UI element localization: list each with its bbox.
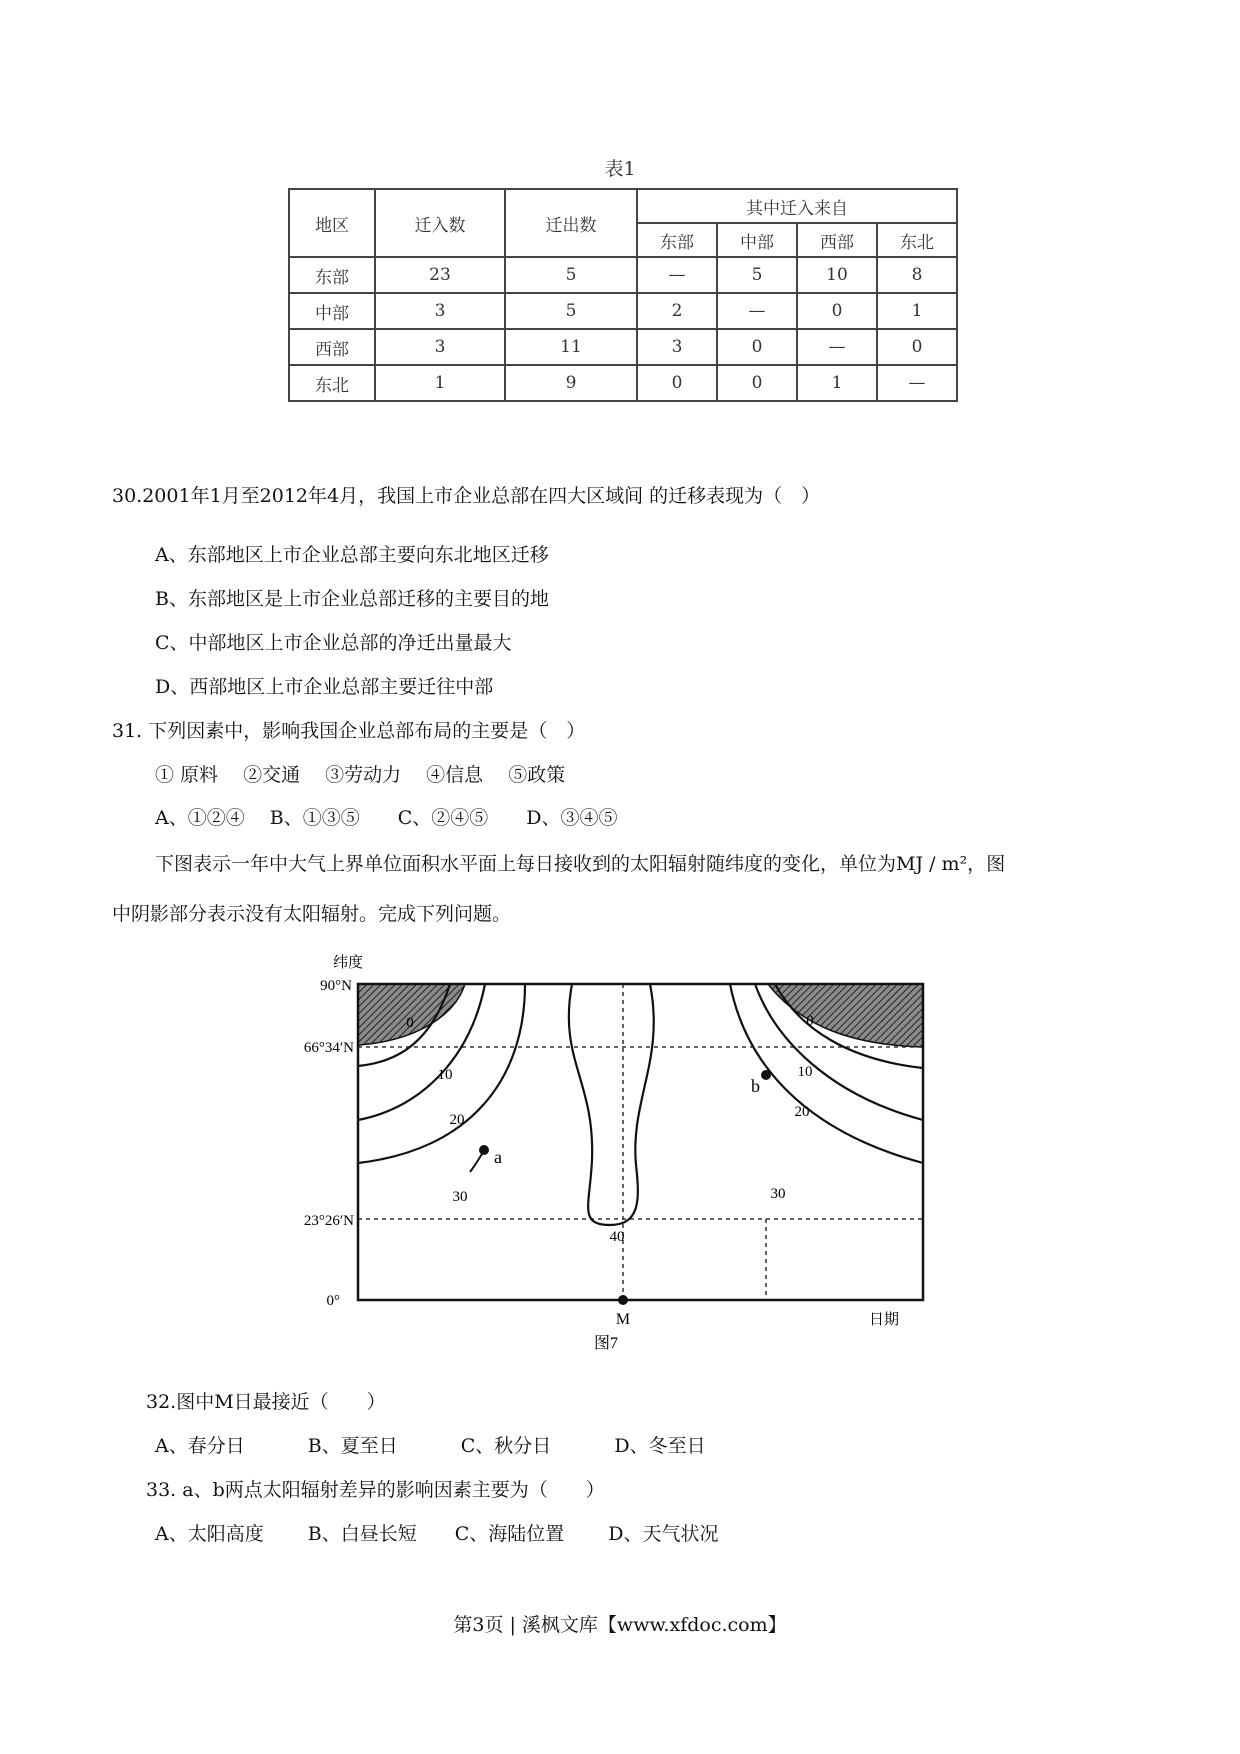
cell-out: 5 [505,257,637,293]
table-title: 表1 [604,158,636,180]
point-a-label: a [494,1147,502,1167]
header-out: 迁出数 [505,189,637,257]
figure-caption: 图7 [593,1335,619,1352]
point-a-leader [470,1154,482,1172]
contour-label: 0 [806,1013,814,1029]
cell-region: 东北 [289,365,375,401]
question-31-factors: ① 原料 ②交通 ③劳动力 ④信息 ⑤政策 [155,764,566,786]
cell-in: 3 [375,293,505,329]
figure-7-diagram [250,940,930,1360]
header-from-east: 东部 [637,223,717,257]
question-30-option-b: B、东部地区是上市企业总部迁移的主要目的地 [155,588,549,610]
cell-region: 西部 [289,329,375,365]
question-32-choices: A、春分日 B、夏至日 C、秋分日 D、冬至日 [155,1435,706,1457]
cell-out: 9 [505,365,637,401]
cell-in: 1 [375,365,505,401]
lat-label-23n: 23°26′N [303,1213,354,1229]
table-row [289,365,957,401]
contour-label: 0 [406,1015,414,1031]
cell-from: 10 [797,257,877,293]
cell-from: 8 [877,257,957,293]
header-from-central: 中部 [717,223,797,257]
cell-region: 中部 [289,293,375,329]
cell-from: 0 [797,293,877,329]
lat-label-90n: 90°N [320,978,352,994]
question-30-stem: 30.2001年1月至2012年4月，我国上市企业总部在四大区域间 的迁移表现为（ ） [112,485,821,507]
cell-from: 0 [637,365,717,401]
contour-label: 30 [452,1189,468,1205]
header-in: 迁入数 [375,189,505,257]
cell-from: 1 [797,365,877,401]
header-from-group: 其中迁入来自 [637,189,957,223]
contour-label: 20 [794,1104,810,1120]
question-30-option-c: C、中部地区上市企业总部的净迁出量最大 [155,632,512,654]
question-31-choices: A、①②④ B、①③⑤ C、②④⑤ D、③④⑤ [155,807,618,829]
cell-in: 23 [375,257,505,293]
point-m-label: M [615,1311,631,1328]
point-m [618,1295,628,1305]
question-33-stem: 33. a、b两点太阳辐射差异的影响因素主要为（ ） [146,1479,605,1501]
question-32-stem: 32.图中M日最接近（ ） [146,1391,386,1413]
cell-from: 5 [717,257,797,293]
cell-from: 1 [877,293,957,329]
right-shaded-area [768,984,923,1047]
contour-label: 40 [609,1229,625,1245]
cell-in: 3 [375,329,505,365]
intro-line-2: 中阴影部分表示没有太阳辐射。完成下列问题。 [112,903,512,925]
table-row [289,257,957,293]
page-footer: 第3页 | 溪枫文库【www.xfdoc.com】 [453,1614,787,1636]
contour-40 [569,984,654,1225]
header-region: 地区 [289,189,375,257]
cell-from: — [717,293,797,329]
cell-from: 0 [717,365,797,401]
contour-label: 30 [770,1186,786,1202]
table-row [289,329,957,365]
question-33-choices: A、太阳高度 B、白昼长短 C、海陆位置 D、天气状况 [155,1523,719,1545]
x-axis-title: 日期 [868,1312,900,1328]
question-30-option-a: A、东部地区上市企业总部主要向东北地区迁移 [155,544,549,566]
header-from-west: 西部 [797,223,877,257]
table-row [289,293,957,329]
question-31-stem: 31. 下列因素中，影响我国企业总部布局的主要是（ ） [112,720,586,742]
cell-from: — [797,329,877,365]
cell-out: 11 [505,329,637,365]
contour-label: 20 [449,1112,465,1128]
cell-from: — [637,257,717,293]
cell-from: 3 [637,329,717,365]
cell-from: 0 [877,329,957,365]
point-b-label: b [751,1076,760,1096]
cell-from: 2 [637,293,717,329]
contour-label: 10 [797,1064,813,1080]
point-b [761,1070,771,1080]
lat-label-0: 0° [326,1293,340,1309]
cell-out: 5 [505,293,637,329]
lat-label-66n: 66°34′N [303,1040,354,1056]
migration-table [288,188,958,402]
cell-from: — [877,365,957,401]
y-axis-title: 纬度 [333,955,364,971]
header-from-northeast: 东北 [877,223,957,257]
intro-line-1: 下图表示一年中大气上界单位面积水平面上每日接收到的太阳辐射随纬度的变化，单位为MJ / m²，图 [155,853,1006,875]
question-30-option-d: D、西部地区上市企业总部主要迁往中部 [155,676,494,698]
cell-region: 东部 [289,257,375,293]
point-a [479,1145,489,1155]
contour-label: 10 [437,1067,453,1083]
cell-from: 0 [717,329,797,365]
